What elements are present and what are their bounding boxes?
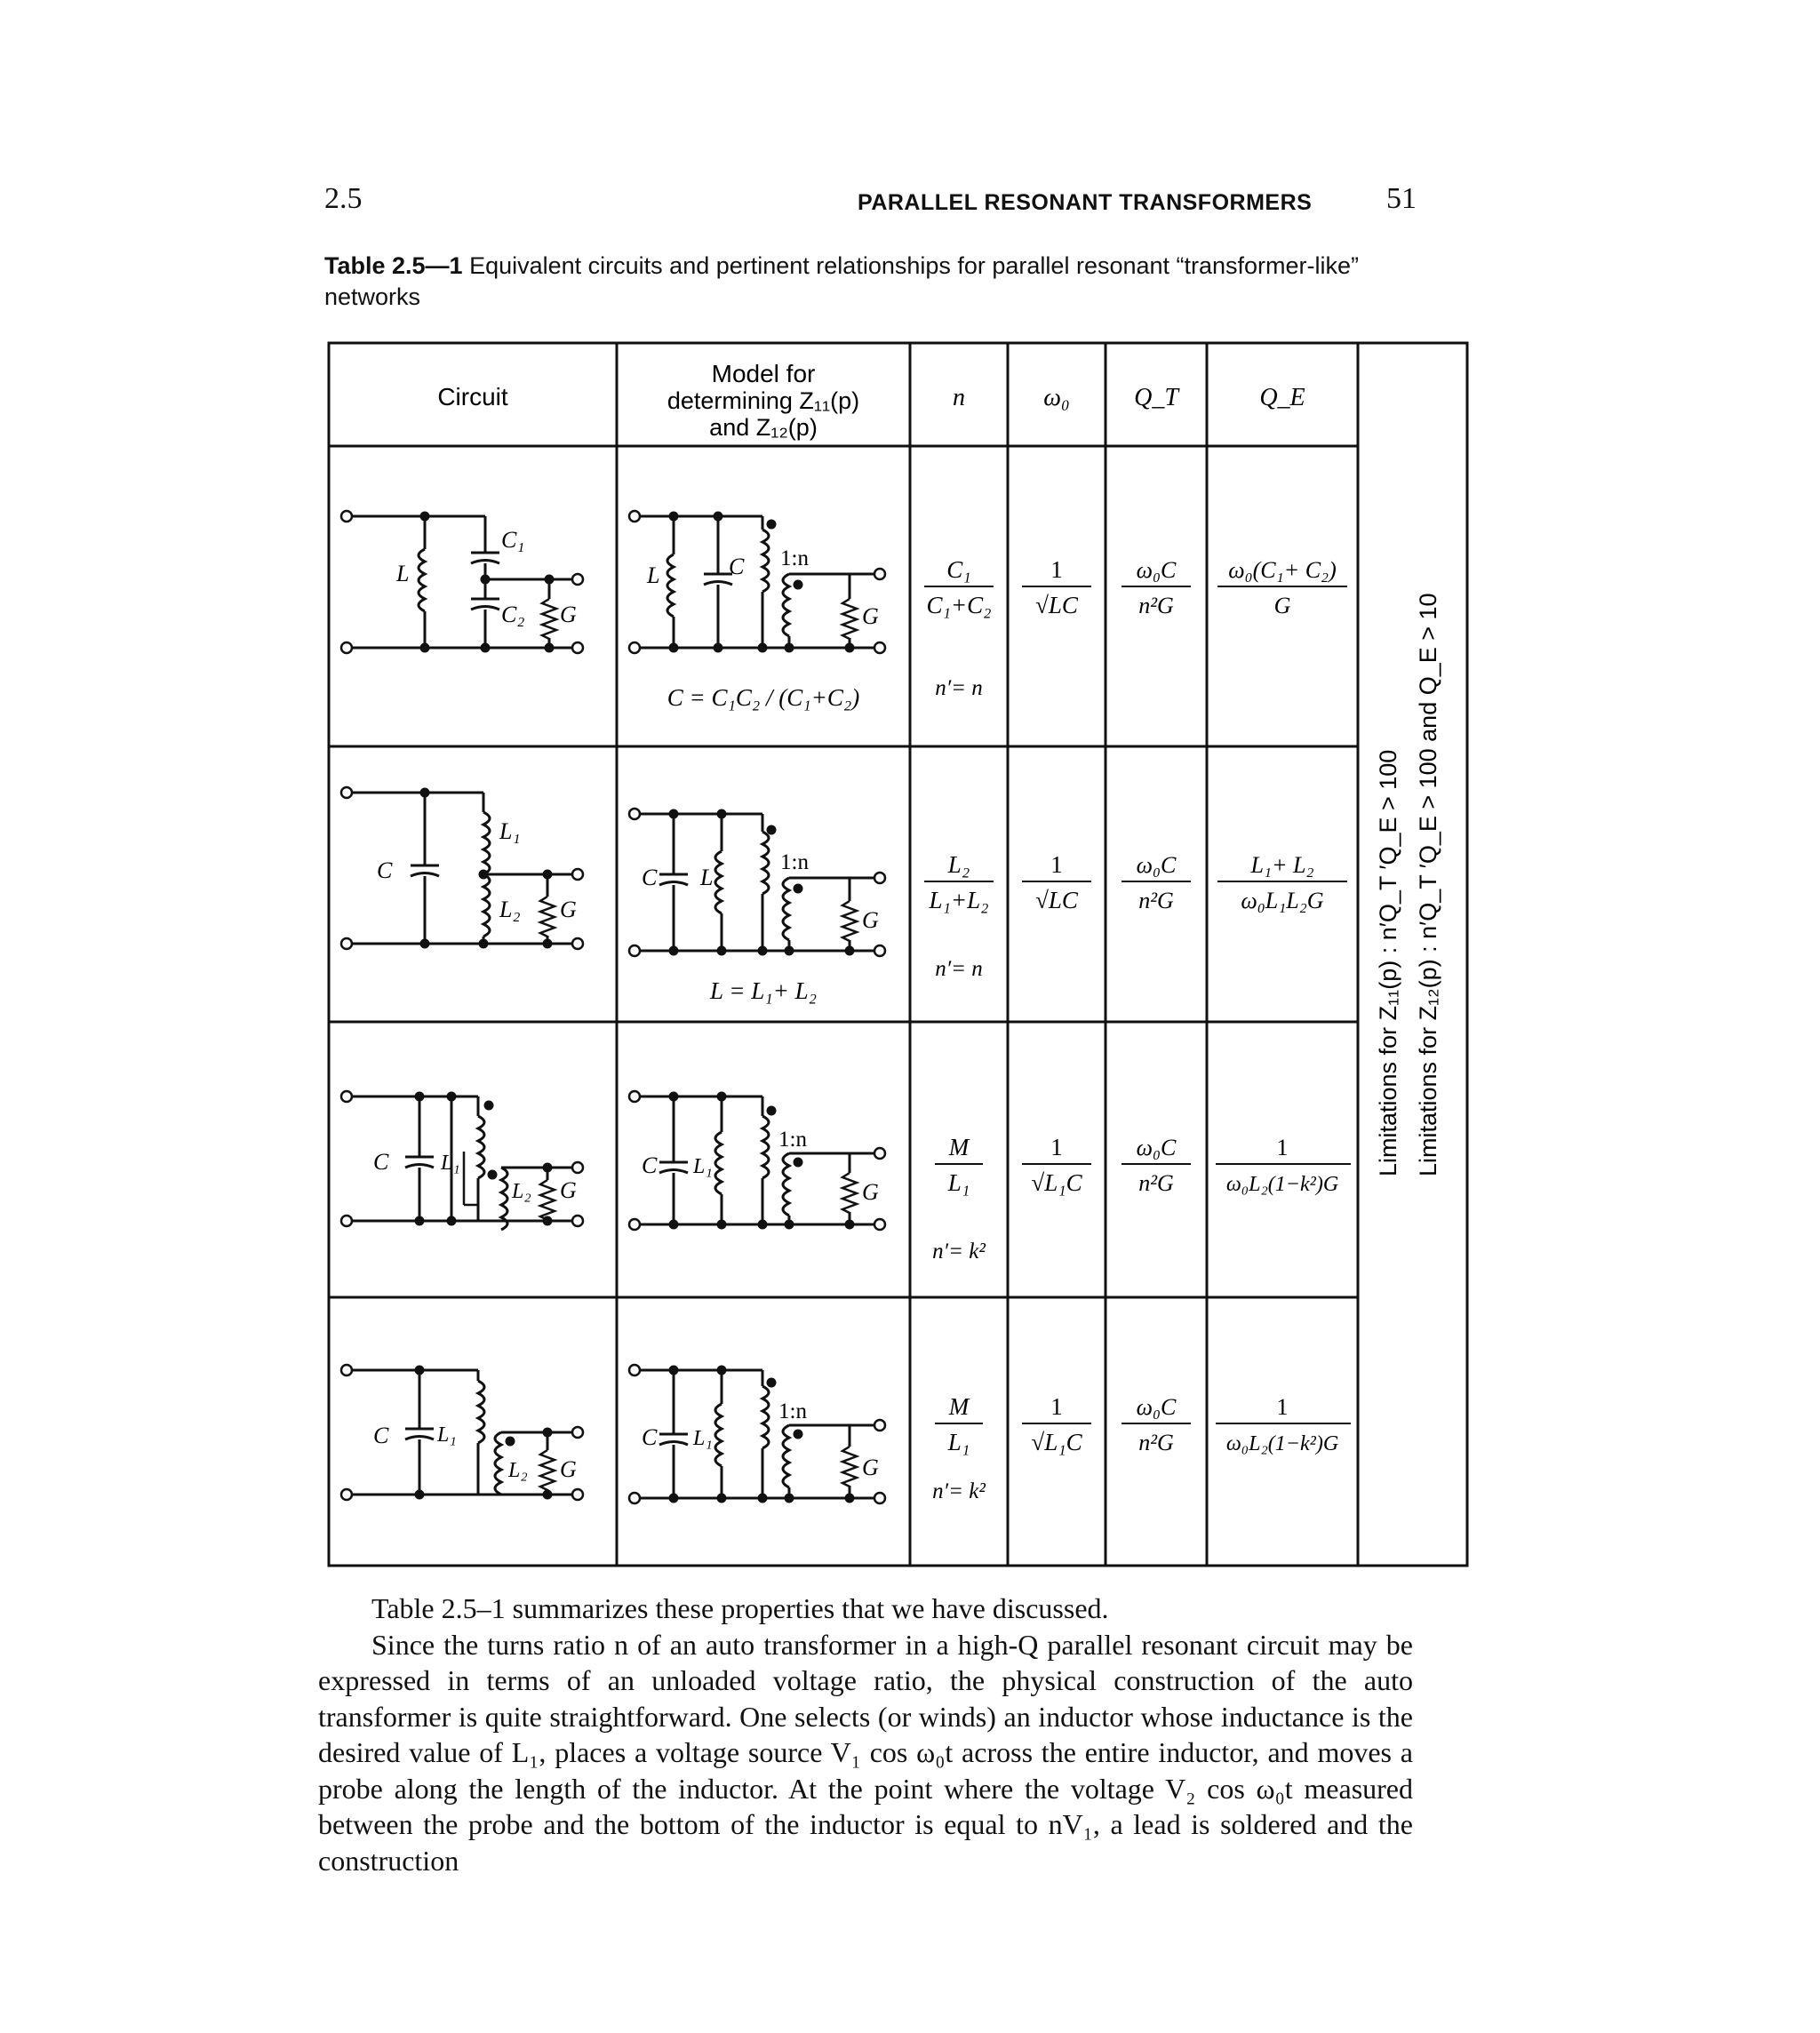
qe-den: ω₀L₂(1−k²)G: [1225, 1173, 1339, 1196]
n-den: L₁: [947, 1169, 970, 1196]
n-num: L₂: [947, 851, 970, 878]
qt-num: ω₀C: [1136, 557, 1177, 583]
qt-num: ω₀C: [1136, 1135, 1177, 1160]
w0-den: √L₁C: [1031, 1169, 1082, 1196]
label-g: G: [560, 602, 577, 627]
table-caption: [324, 251, 1426, 313]
formula-row-1: [924, 556, 1347, 700]
circuit-4-label-c: C: [373, 1423, 389, 1448]
header-model-2: determining Z₁₁(p): [667, 387, 860, 414]
model-4-ratio: 1:n: [778, 1399, 807, 1423]
w0-num: 1: [1050, 556, 1063, 583]
equivalent-circuits-table: [327, 341, 1469, 1567]
model-1-label-l: L: [647, 562, 660, 588]
model-4-label-g: G: [862, 1455, 879, 1480]
model-2-ratio: 1:n: [780, 850, 809, 874]
model-2-note: L = L₁+ L₂: [709, 977, 818, 1004]
model-2-label-g: G: [862, 907, 879, 933]
header-model-1: Model for: [711, 360, 816, 387]
circuit-diagram-1: [348, 516, 576, 648]
model-1-ratio: 1:n: [780, 546, 809, 570]
w0-num: 1: [1050, 851, 1063, 878]
w0-den: √L₁C: [1031, 1429, 1082, 1455]
qe-den: G: [1273, 593, 1291, 618]
model-3-terminals: [629, 1091, 885, 1230]
circuit-4-label-l1: L₁: [437, 1423, 457, 1447]
w0-den: √LC: [1035, 887, 1078, 913]
paragraph-1: Table 2.5–1 summarizes these properties that we have discussed.: [371, 1592, 1109, 1624]
formula-row-3: [932, 1134, 1351, 1264]
n-prime: n′= n: [935, 676, 983, 700]
model-3-label-c: C: [642, 1152, 658, 1178]
table-grid: [329, 343, 1467, 1566]
label-c1: C₁: [501, 527, 525, 553]
qe-num: ω₀(C₁+ C₂): [1228, 557, 1337, 583]
qt-num: ω₀C: [1136, 852, 1177, 878]
header-n: n: [953, 384, 965, 411]
circuit-3-label-c: C: [373, 1149, 389, 1175]
model-diagram-2: [636, 814, 878, 951]
circuit-3-label-l1: L₁: [441, 1152, 460, 1175]
qe-num: 1: [1276, 1135, 1289, 1160]
w0-den: √LC: [1035, 592, 1078, 618]
model-3-label-g: G: [862, 1179, 879, 1205]
circuit-3-label-l2: L₂: [512, 1180, 531, 1203]
qe-den: ω₀L₁L₂G: [1241, 888, 1324, 913]
model-diagram-1: [636, 516, 878, 648]
circuit-4-label-l2: L₂: [508, 1459, 528, 1482]
n-prime: n′= k²: [932, 1479, 986, 1503]
circuit-2-label-c: C: [377, 857, 393, 883]
body-text: [318, 1591, 1413, 1878]
model-2-label-l: L: [700, 865, 714, 890]
w0-num: 1: [1050, 1393, 1063, 1420]
running-title: PARALLEL RESONANT TRANSFORMERS: [858, 190, 1313, 215]
limitations-z12: Limitations for Z₁₂(p) : n′Q_T ′Q_E > 100 and Q_E > 10: [1415, 593, 1441, 1176]
circuit-2-label-g: G: [560, 897, 577, 922]
formula-row-4: [932, 1393, 1351, 1503]
qe-num: L₁+ L₂: [1250, 852, 1314, 878]
model-1-label-c: C: [729, 554, 745, 579]
n-num: C₁: [946, 556, 971, 583]
model-diagram-3: [636, 1096, 878, 1224]
n-num: M: [948, 1134, 970, 1160]
header-circuit: Circuit: [437, 383, 508, 411]
w0-num: 1: [1050, 1134, 1063, 1160]
model-1-label-g: G: [862, 603, 879, 629]
n-prime: n′= k²: [932, 1240, 986, 1264]
n-den: L₁+L₂: [929, 887, 989, 913]
qt-den: n²G: [1138, 593, 1174, 618]
caption-label: Table 2.5—1: [324, 252, 463, 279]
label-c2: C₂: [501, 602, 525, 627]
qe-den: ω₀L₂(1−k²)G: [1225, 1432, 1339, 1455]
n-den: L₁: [947, 1429, 970, 1455]
model-4-label-c: C: [642, 1424, 658, 1450]
page-number: 51: [1386, 182, 1417, 215]
circuit-2-label-l1: L₁: [499, 818, 521, 844]
formula-row-2: [924, 851, 1347, 981]
model-2-label-c: C: [642, 865, 658, 890]
header-model-3: and Z₁₂(p): [709, 414, 818, 441]
circuit-4-label-g: G: [560, 1456, 577, 1482]
qe-num: 1: [1276, 1394, 1289, 1420]
model-diagram-4: [636, 1370, 878, 1498]
circuit-1-terminals: [341, 511, 583, 653]
model-3-label-l1: L₁: [693, 1155, 713, 1178]
qt-den: n²G: [1138, 1430, 1174, 1455]
n-den: C₁+C₂: [926, 592, 992, 618]
qt-den: n²G: [1138, 888, 1174, 913]
section-number: 2.5: [324, 182, 363, 215]
header-qe: Q_E: [1259, 384, 1305, 411]
qt-num: ω₀C: [1136, 1394, 1177, 1420]
caption-text: Equivalent circuits and pertinent relationships for parallel resonant “transformer-like” networks: [324, 252, 1360, 310]
circuit-2-label-l2: L₂: [499, 897, 521, 922]
circuit-3-label-g: G: [560, 1177, 577, 1203]
qt-den: n²G: [1138, 1170, 1174, 1196]
model-4-label-l1: L₁: [693, 1427, 713, 1450]
paragraph-2: Since the turns ratio n of an auto transformer in a high-Q parallel resonant circuit may be expressed in terms of an unloaded voltage ratio, the physical construction of the auto transformer is quite straightforward. One selects (or winds) an inductor whose inductance is the desired value of L₁, places a voltage source V₁ cos ω₀t across the entire inductor, and moves a probe along the length of the inductor. At the point where the voltage V₂ cos ω₀t measured between the probe and the bottom of the inductor is equal to nV₁, a lead is soldered and the construction: [318, 1628, 1413, 1877]
header-qt: Q_T: [1134, 384, 1178, 411]
label-l: L: [396, 561, 410, 586]
n-num: M: [948, 1393, 970, 1420]
header-omega0: ω₀: [1043, 384, 1070, 411]
model-3-ratio: 1:n: [778, 1128, 807, 1152]
n-prime: n′= n: [935, 957, 983, 981]
limitations-z11: Limitations for Z₁₁(p) : n′Q_T ′Q_E > 100: [1375, 749, 1401, 1176]
model-1-note: C = C₁C₂ / (C₁+C₂): [667, 684, 860, 711]
